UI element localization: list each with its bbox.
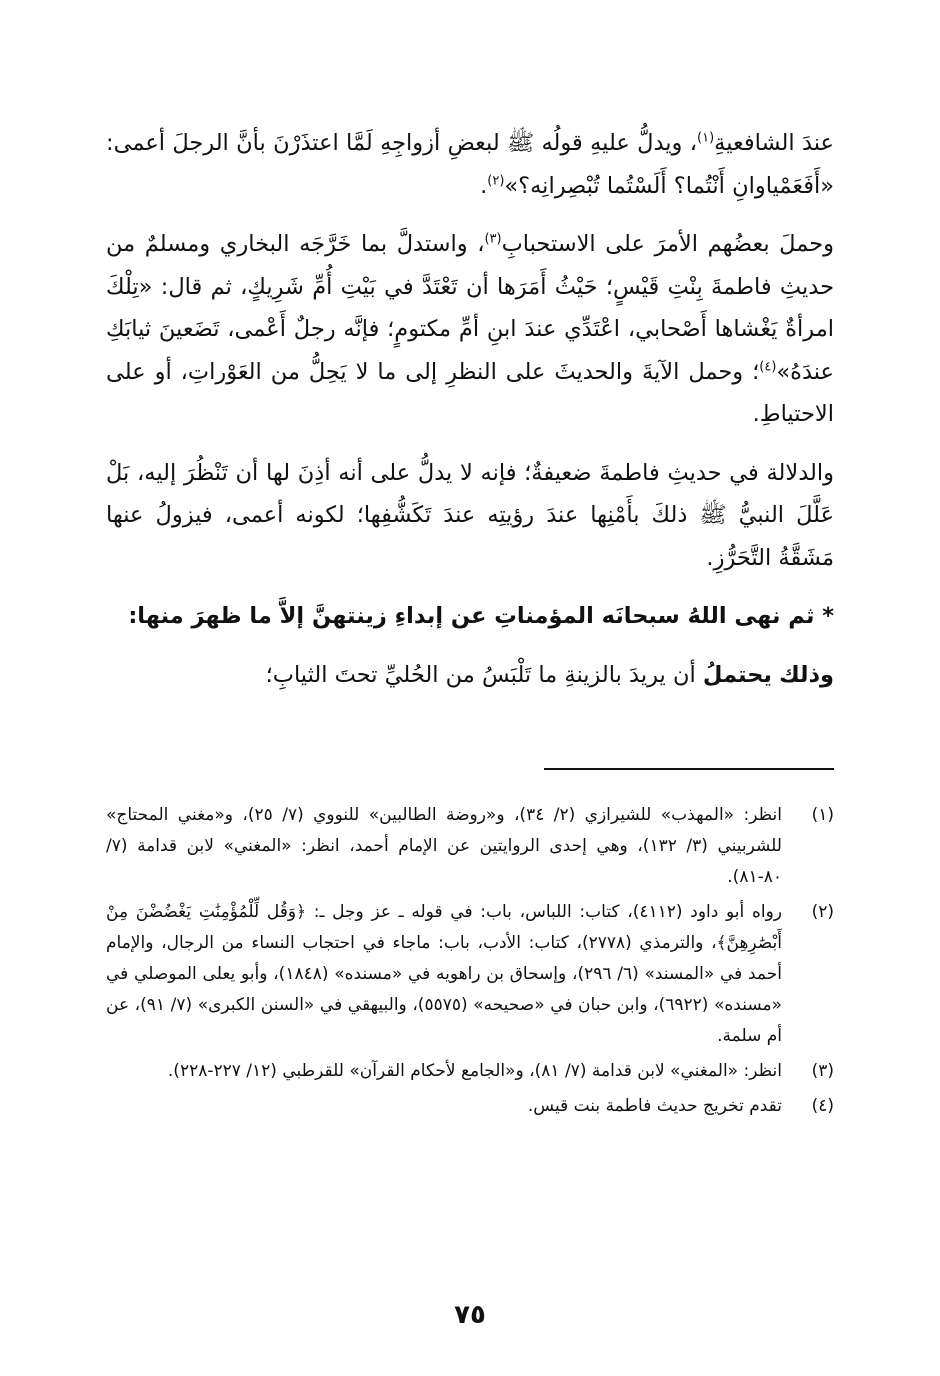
footnote-text: تقدم تخريج حديث فاطمة بنت قيس. — [527, 1096, 782, 1116]
paragraph-2-part-a: وحملَ بعضُهم الأمرَ على الاستحبابِ — [501, 231, 834, 257]
footnote-text: انظر: «المهذب» للشيرازي (٢/ ٣٤)، و«روضة الطالبين» للنووي (٧/ ٢٥)، و«مغني المحتاج» للشربيني (٣/ ١٣٢)، وهي إحدى الروايتين عن الإمام أحمد، انظر: «المغني» لابن قدامة (٧/ ٨٠-٨١). — [106, 805, 782, 887]
section-heading: * ثم نهى اللهُ سبحانَه المؤمناتِ عن إبداءِ زينتهنَّ إلاَّ ما ظهرَ منها: — [128, 603, 834, 629]
paragraph-2-part-c: ؛ وحمل الآيةَ والحديثَ على النظرِ إلى ما لا يَحِلُّ من العَوْراتِ، أو على الاحتياطِ. — [106, 358, 834, 427]
footnote-3 — [106, 1056, 834, 1087]
paragraph-5 — [106, 654, 834, 697]
footnote-ref-1[interactable]: (١) — [697, 130, 715, 146]
footnote-1 — [106, 800, 834, 893]
paragraph-3: والدلالة في حديثِ فاطمةَ ضعيفةٌ؛ فإنه لا يدلُّ على أنه أذِنَ لها أن تَنْظُرَ إليه، بَلْ عَلَّلَ النبيُّ ﷺ ذلكَ بأَمْنِها عندَ رؤيتِه عندَ تَكَشُّفِها؛ لكونه أعمى، فيزولُ عنها مَشَقَّةُ التَّحَرُّزِ. — [106, 459, 834, 571]
paragraph-2-part-b: ، واستدلَّ بما خَرَّجَه البخاري ومسلمٌ من حديثِ فاطمةَ بِنْتِ قَيْسٍ؛ حَيْثُ أَمَرَها أن تَعْتَدَّ في بَيْتِ أُمِّ شَرِيكٍ، ثم قال: «تِلْكَ امرأةٌ يَغْشاها أَصْحابي، اعْتَدِّي عندَ ابنِ أمِّ مكتومٍ؛ فإنَّه رجلٌ أَعْمى، تَضَعينَ ثيابَكِ عندَهُ» — [106, 231, 834, 385]
footnote-text: رواه أبو داود (٤١١٢)، كتاب: اللباس، باب: في قوله ـ عز وجل ـ: ﴿وَقُل لِّلْمُؤْمِنَٰتِ يَغْضُضْنَ مِنْ أَبْصَٰرِهِنَّ﴾، والترمذي (٢٧٧٨)، كتاب: الأدب، باب: ماجاء في احتجاب النساء من الرجال، والإمام أحمد في «المسند» (٦/ ٢٩٦)، وإسحاق بن راهويه في «مسنده» (١٨٤٨)، وأبو يعلى الموصلي في «مسنده» (٦٩٢٢)، وابن حبان في «صحيحه» (٥٥٧٥)، والبيهقي في «السنن الكبرى» (٧/ ٩١)، عن أم سلمة. — [106, 902, 783, 1046]
paragraph-1-part-a: عندَ الشافعيةِ — [714, 130, 834, 156]
footnote-ref-3[interactable]: (٣) — [484, 231, 502, 247]
footnote-ref-4[interactable]: (٤) — [759, 359, 777, 374]
paragraph-5-text: أن يريدَ بالزينةِ ما تَلْبَسُ من الحُليِّ تحتَ الثيابِ؛ — [265, 661, 696, 688]
page-number: ٧٥ — [454, 1300, 486, 1330]
paragraph-1 — [106, 122, 834, 207]
footnote-number: (٣) — [811, 1061, 834, 1081]
paragraph-1-part-c: . — [480, 172, 488, 199]
footnote-ref-2[interactable]: (٢) — [487, 173, 505, 188]
footnote-divider — [544, 768, 834, 770]
footnote-4 — [106, 1091, 834, 1122]
footnote-2 — [106, 897, 834, 1052]
paragraph-5-lead: وذلك — [779, 661, 834, 688]
paragraph-2 — [106, 223, 834, 436]
main-text — [106, 122, 834, 712]
paragraph-1-part-b: ، ويدلُّ عليهِ قولُه ﷺ لبعضِ أزواجِهِ لَمَّا اعتذَرْنَ بأنَّ الرجلَ أعمى: «أَفَعَمْياوانِ أَنْتُما؟ أَلَسْتُما تُبْصِرانِه؟» — [106, 130, 834, 199]
footnote-number: (٤) — [811, 1096, 834, 1116]
paragraph-5-keyword: يحتملُ — [702, 661, 772, 688]
footnote-number: (٢) — [811, 902, 834, 922]
footnote-number: (١) — [811, 805, 834, 825]
footnote-text: انظر: «المغني» لابن قدامة (٧/ ٨١)، و«الجامع لأحكام القرآن» للقرطبي (١٢/ ٢٢٧-٢٢٨). — [167, 1061, 782, 1081]
footnotes — [106, 800, 834, 1126]
